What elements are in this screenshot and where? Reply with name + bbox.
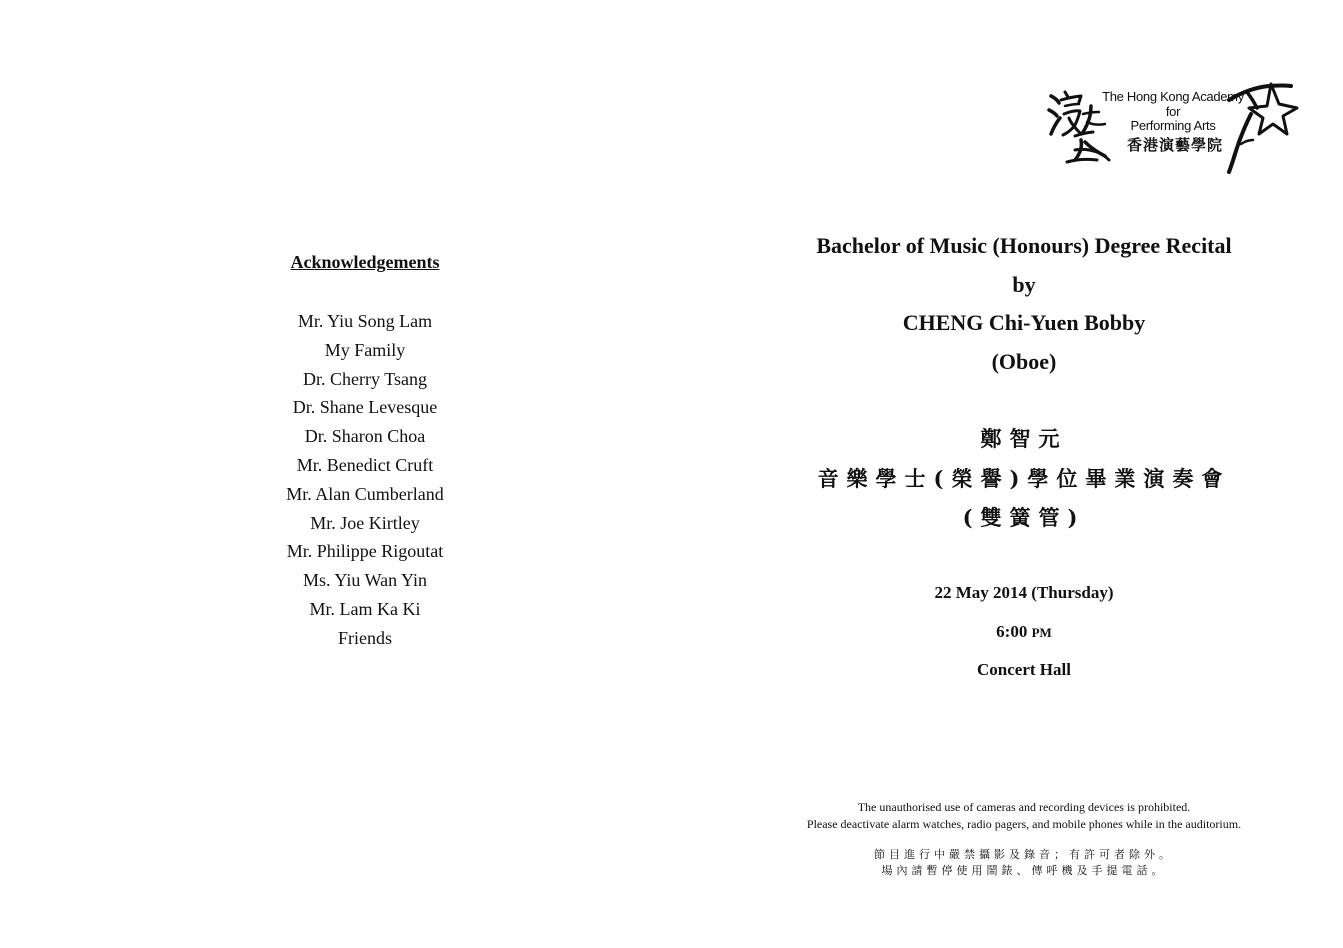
list-item: Dr. Sharon Choa [304,426,426,447]
event-time-suffix: PM [1031,624,1052,640]
list-item: Mr. Joe Kirtley [310,512,420,533]
list-item: Dr. Cherry Tsang [303,368,427,389]
notice-english [700,799,1343,832]
recital-title-chinese [700,419,1343,538]
star-logo-mark [1221,74,1301,174]
page-title: Bachelor of Music (Honours) Degree Recital [816,233,1232,258]
hkapa-logo [1043,74,1301,174]
acknowledgements-list [0,307,730,653]
event-date: 22 May 2014 (Thursday) [934,583,1114,602]
logo-en-line: The Hong Kong Academy [1102,89,1244,104]
list-item: Friends [338,627,392,648]
list-item: My Family [324,339,406,360]
list-item: Ms. Yiu Wan Yin [303,570,427,591]
notice-line-chinese: 場內請暫停使用鬧錶、傳呼機及手提電話。 [881,864,1167,877]
performer-name: CHENG Chi-Yuen Bobby [902,310,1146,335]
logo-en-line: Performing Arts [1130,118,1216,133]
title-by: by [1012,271,1036,297]
event-venue: Concert Hall [977,660,1071,680]
recital-title [700,227,1343,381]
notice-line: The unauthorised use of cameras and recording devices is prohibited. [857,800,1191,814]
list-item: Mr. Yiu Song Lam [297,311,433,331]
instrument-chinese: (雙簧管) [962,505,1086,530]
logo-chinese-name: 香港演藝學院 [1126,136,1223,154]
performer-name-chinese: 鄭智元 [980,426,1068,451]
list-item: Mr. Philippe Rigoutat [286,541,444,562]
event-time-value: 6:00 [996,621,1028,641]
instrument: (Oboe) [991,348,1057,374]
list-item: Mr. Lam Ka Ki [309,598,421,619]
recital-title-chinese-line: 音樂學士(榮譽)學位畢業演奏會 [817,465,1231,491]
list-item: Mr. Alan Cumberland [286,483,444,504]
list-item: Mr. Benedict Cruft [296,454,434,475]
acknowledgements-heading: Acknowledgements [290,252,440,272]
notice-chinese [700,847,1343,879]
star-icon [1221,74,1301,174]
logo-en-line: for [1165,103,1181,119]
notice-line-chinese: 節目進行中嚴禁攝影及錄音；有許可者除外。 [874,848,1174,861]
list-item: Dr. Shane Levesque [292,397,438,418]
event-details [700,574,1343,690]
event-time [700,613,1343,652]
notice-line: Please deactivate alarm watches, radio pagers, and mobile phones while in the auditorium. [806,816,1242,831]
